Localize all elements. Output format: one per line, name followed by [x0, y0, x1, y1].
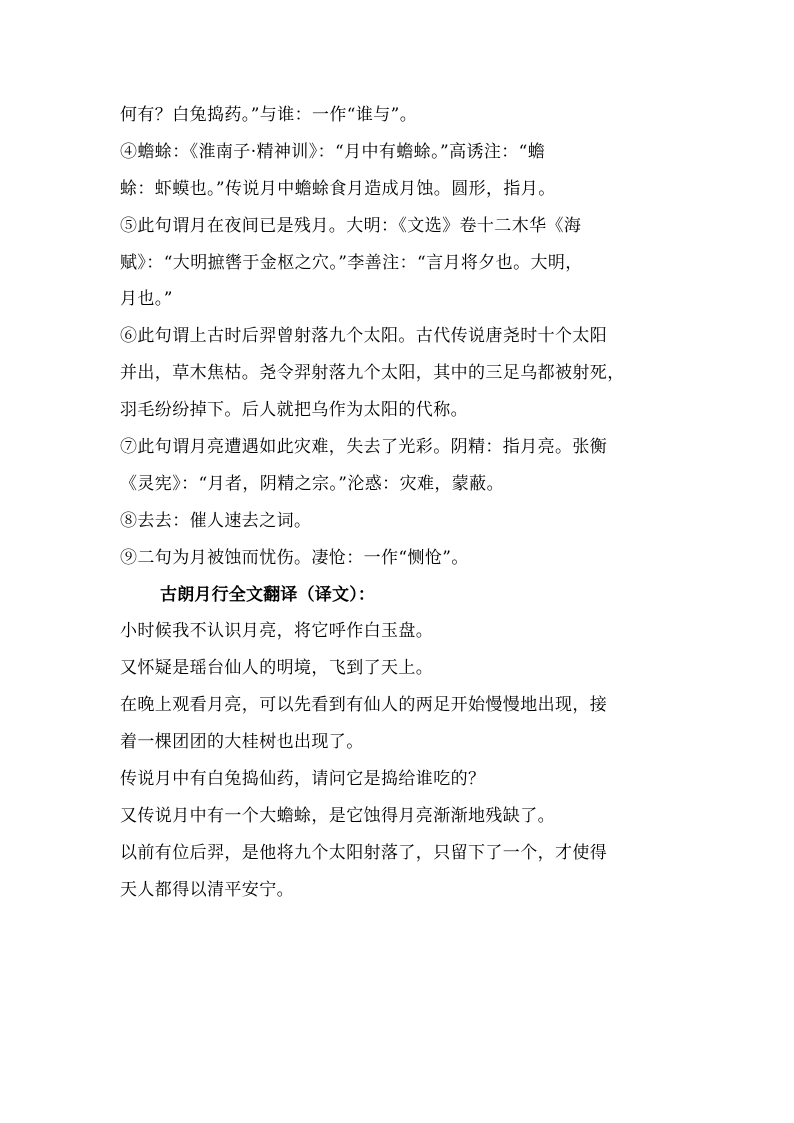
text-line: 并出，草木焦枯。尧令羿射落九个太阳，其中的三足乌都被射死， [120, 363, 625, 384]
document-body [120, 97, 680, 909]
text-line: 月也。” [120, 289, 173, 310]
translation-line: 以前有位后羿，是他将九个太阳射落了，只留下了一个，才使得 [120, 842, 608, 863]
annotation-line: ⑨二句为月被蚀而忧伤。凄怆：一作“恻怆”。 [120, 547, 469, 568]
text-line: 蜍：虾蟆也。”传说月中蟾蜍食月造成月蚀。圆形，指月。 [120, 178, 556, 199]
annotation-line: ⑥此句谓上古时后羿曾射落九个太阳。古代传说唐尧时十个太阳 [120, 326, 608, 347]
translation-line: 又传说月中有一个大蟾蜍，是它蚀得月亮渐渐地残缺了。 [120, 805, 555, 826]
annotation-line: ④蟾蜍：《淮南子·精神训》：“月中有蟾蜍。”高诱注：“蟾 [120, 141, 546, 162]
translation-line: 小时候我不认识月亮，将它呼作白玉盘。 [120, 621, 434, 642]
translation-line: 又怀疑是瑶台仙人的明境，飞到了天上。 [120, 658, 434, 679]
annotation-line: ⑧去去：催人速去之词。 [120, 510, 312, 531]
text-line: 赋》：“大明摭辔于金枢之穴。”李善注：“言月将夕也。大明， [120, 252, 583, 273]
section-heading: 古朗月行全文翻译（译文）： [160, 584, 376, 605]
translation-line: 天人都得以清平安宁。 [120, 879, 294, 900]
translation-line: 在晚上观看月亮，可以先看到有仙人的两足开始慢慢地出现，接 [120, 695, 608, 716]
text-line: 《灵宪》：“月者，阴精之宗。”沦惑：灾难，蒙蔽。 [120, 473, 504, 494]
text-line: 羽毛纷纷掉下。后人就把乌作为太阳的代称。 [120, 400, 468, 421]
text-line: 何有？白兔捣药。”与谁：一作“谁与”。 [120, 105, 418, 125]
annotation-line: ⑤此句谓月在夜间已是残月。大明：《文选》卷十二木华《海 [120, 215, 582, 236]
translation-line: 传说月中有白兔捣仙药，请问它是捣给谁吃的？ [120, 769, 486, 790]
translation-line: 着一棵团团的大桂树也出现了。 [120, 732, 364, 753]
annotation-line: ⑦此句谓月亮遭遇如此灾难，失去了光彩。阴精：指月亮。张衡 [120, 437, 608, 458]
